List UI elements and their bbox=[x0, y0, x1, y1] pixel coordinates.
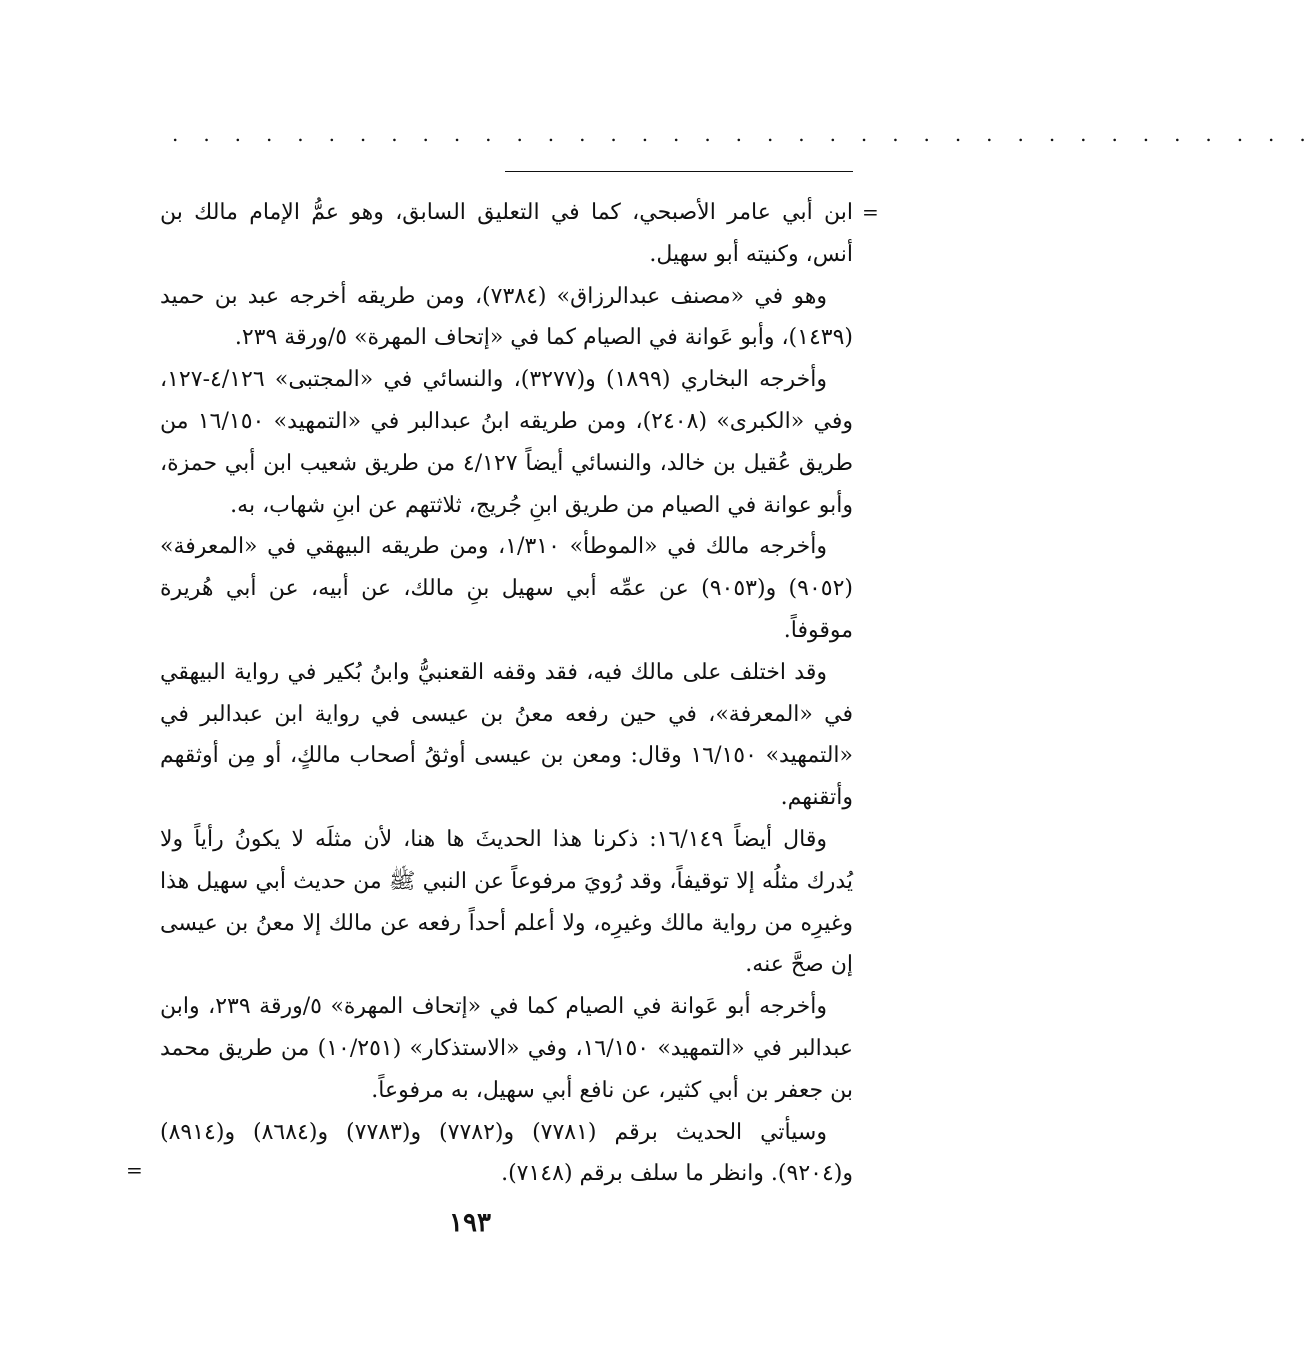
footnote-paragraph: وسيأتي الحديث برقم (٧٧٨١) و(٧٧٨٢) و(٧٧٨٣) و(٨٦٨٤) و(٨٩١٤) و(٩٢٠٤). وانظر ما سلف برقم (٧١٤٨). bbox=[160, 1119, 853, 1187]
footnote-rule bbox=[505, 171, 853, 172]
footnote-paragraph: وأخرجه أبو عَوانة في الصيام كما في «إتحاف المهرة» ٥/ورقة ٢٣٩، وابن عبدالبر في «التمهيد» ١٦/١٥٠، وفي «الاستذكار» (١٠/٢٥١) من طريق محمد بن جعفر بن أبي كثير، عن نافع أبي سهيل، به مرفوعاً. bbox=[160, 994, 854, 1103]
footnote-body bbox=[160, 192, 853, 1195]
footnote-paragraph: وقد اختلف على مالك فيه، فقد وقفه القعنبيُّ وابنُ بُكير في رواية البيهقي في «المعرفة»، في حين رفعه معنُ بن عيسى في رواية ابن عبدالبر في «التمهيد» ١٦/١٥٠ وقال: ومعن بن عيسى أوثقُ أصحاب مالكٍ، أو مِن أوثقهم وأتقنهم. bbox=[160, 659, 853, 811]
footnote-paragraph: وأخرجه مالك في «الموطأ» ١/٣١٠، ومن طريقه البيهقي في «المعرفة» (٩٠٥٢) و(٩٠٥٣) عن عمِّه أبي سهيل بنِ مالك، عن أبيه، عن أبي هُريرة موقوفاً. bbox=[160, 534, 853, 643]
footnote-paragraph: وأخرجه البخاري (١٨٩٩) و(٣٢٧٧)، والنسائي في «المجتبى» ٤/١٢٦-١٢٧، وفي «الكبرى» (٢٤٠٨)، ومن طريقه ابنُ عبدالبر في «التمهيد» ١٦/١٥٠ من طريق عُقيل بن خالد، والنسائي أيضاً ٤/١٢٧ من طريق شعيب ابن أبي حمزة، وأبو عوانة في الصيام من طريق ابنِ جُريج، ثلاثتهم عن ابنِ شهاب، به. bbox=[160, 367, 853, 518]
continuation-mark-top: = bbox=[862, 200, 879, 224]
footnote-paragraph: وهو في «مصنف عبدالرزاق» (٧٣٨٤)، ومن طريقه أخرجه عبد بن حميد (١٤٣٩)، وأبو عَوانة في الصيام كما في «إتحاف المهرة» ٥/ورقة ٢٣٩. bbox=[160, 283, 853, 351]
continuation-mark-bottom: = bbox=[126, 1158, 143, 1182]
separator-dots: . . . . . . . . . . . . . . . . . . . . . . . . . . . . . . . . . . . . . bbox=[172, 122, 1315, 146]
page-number: ١٩٣ bbox=[449, 1208, 491, 1238]
footnote-paragraph: ابن أبي عامر الأصبحي، كما في التعليق السابق، وهو عمُّ الإمام مالك بن أنس، وكنيته أبو سهيل. bbox=[160, 200, 853, 267]
footnote-paragraph: وقال أيضاً ١٦/١٤٩: ذكرنا هذا الحديثَ ها هنا، لأن مثلَه لا يكونُ رأياً ولا يُدرك مثلُه إلا توقيفاً، وقد رُويَ مرفوعاً عن النبي ﷺ من حديث أبي سهيل هذا وغيرِه من رواية مالك وغيرِه، ولا أعلم أحداً رفعه عن مالك إلا معنُ بن عيسى إن صحَّ عنه. bbox=[160, 826, 853, 978]
